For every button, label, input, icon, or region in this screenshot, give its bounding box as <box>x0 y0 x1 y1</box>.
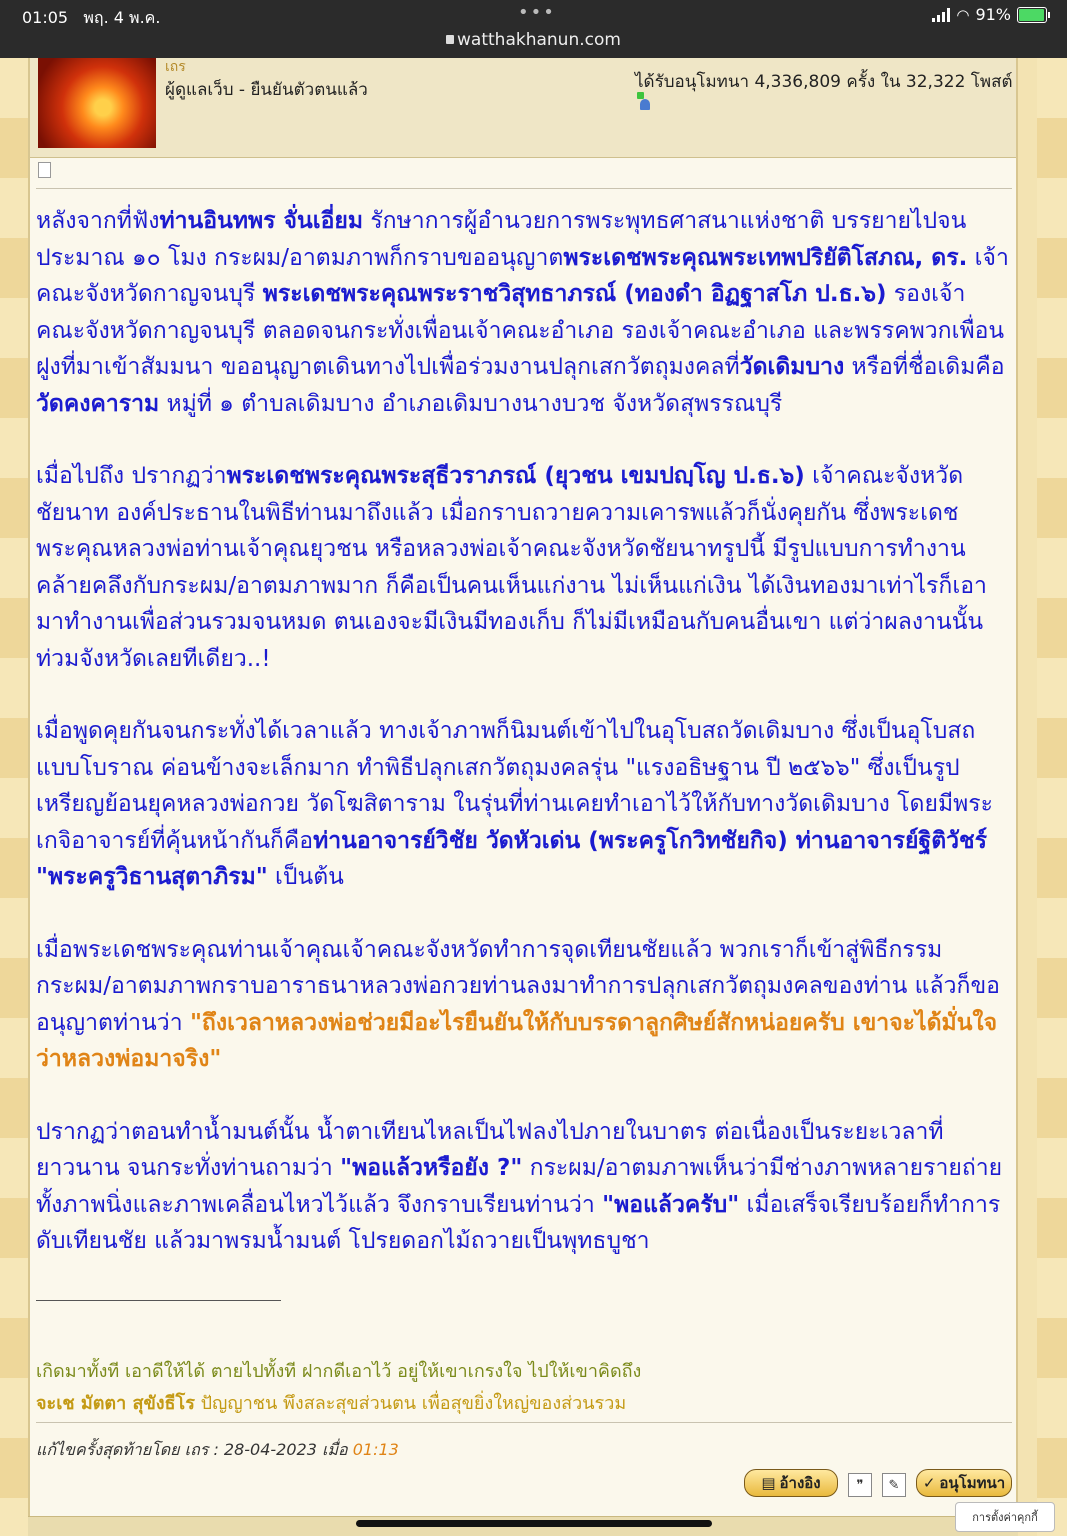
post-text: เมื่อพระเดชพระคุณท่านเจ้าคุณเจ้าคณะจังหวัดทำการจุดเทียนชัยแล้ว พวกเราก็เข้าสู่พิธีกรรม กระผม/อาตมภาพกราบอาราธนาหลวงพ่อกวยท่านลงมาทำการปลุกเสกวัตถุมงคลของท่าน แล้วก็ขออนุญาตท่านว่า <box>36 936 1000 1036</box>
post-text: กระผม/อาตมภาพเห็นว่ามีช่างภาพหลายรายถ่ายทั้งภาพนิ่งและภาพเคลื่อนไหวไว้แล้ว จึงกราบเรียนท่านว่า <box>36 1155 1003 1218</box>
post-text: เมื่อไปถึง ปรากฏว่า <box>36 463 227 489</box>
post-text: หรือที่ชื่อเดิมคือ <box>844 354 1005 380</box>
post-text: เมื่อเสร็จเรียบร้อยก็ทำการดับเทียนชัย แล้วมาพรมน้ำมนต์ โปรยดอกไม้ถวายเป็นพุทธบูชา <box>36 1191 1001 1254</box>
user-rank-badge: เถร <box>165 59 186 75</box>
signature-line-2: จะเช มัตตา สุขังธีโร ปัญญาชน พึงสละสุขส่วนตน เพื่อสุขยิ่งใหญ่ของส่วนรวม <box>36 1393 627 1414</box>
post-container <box>28 58 1018 1516</box>
battery-label: 91% <box>975 5 1011 24</box>
post-text-bold: "พอแล้วครับ" <box>602 1191 740 1218</box>
post-text-bold: พระเดชพระคุณพระราชวิสุทธาภรณ์ (ทองดำ อิฏฐาสโภ ป.ธ.๖) <box>262 281 887 307</box>
post-body <box>36 203 1012 1296</box>
post-text: เมื่อพูดคุยกันจนกระทั่งได้เวลาแล้ว ทางเจ้าภาพก็นิมนต์เข้าไปในอุโบสถวัดเดิมบาง ซึ่งเป็นอุโบสถแบบโบราณ ค่อนข้างจะเล็กมาก ทำพิธีปลุกเสกวัตถุมงคลรุ่น "แรงอธิษฐาน ปี ๒๕๖๖" ซึ่งเป็นรูปเหรียญย้อนยุคหลวงพ่อกวย วัดโฆสิตาราม ในรุ่นที่ท่านเคยทำเอาไว้ให้กับทางวัดเดิมบาง โดยมีพระเกจิอาจารย์ที่คุ้นหน้ากันก็คือ <box>36 718 993 854</box>
user-role: ผู้ดูแลเว็บ - ยืนยันตัวตนแล้ว <box>165 80 368 100</box>
post-paragraph <box>36 458 1012 677</box>
multi-quote-icon[interactable]: ❞ <box>848 1473 872 1497</box>
online-status-icon <box>637 92 651 110</box>
status-indicators <box>932 5 1047 24</box>
post-text: เจ้าคณะจังหวัดกาญจนบุรี <box>36 244 1009 307</box>
wifi-icon: ◠ <box>956 5 970 24</box>
post-text: ปรากฏว่าตอนทำน้ำมนต์นั้น น้ำตาเทียนไหลเป็นไฟลงไปภายในบาตร ต่อเนื่องเป็นระยะเวลาที่ยาวนาน จนกระทั่งท่านถามว่า <box>36 1118 944 1181</box>
quote-icon: ▤ <box>761 1474 776 1492</box>
signature-line-1: เกิดมาทั้งที เอาดีให้ได้ ตายไปทั้งที ฝากดีเอาไว้ อยู่ให้เขาเกรงใจ ไปให้เขาคิดถึง <box>36 1361 642 1382</box>
quote-button[interactable]: ▤ อ้างอิง <box>744 1469 838 1497</box>
post-text: หลังจากที่ฟัง <box>36 208 160 234</box>
lock-icon <box>446 35 454 44</box>
edit-divider <box>36 1422 1012 1423</box>
cookie-settings-button[interactable]: การตั้งค่าคุกกี้ <box>955 1502 1055 1532</box>
post-text-bold: "ถึงเวลาหลวงพ่อช่วยมีอะไรยืนยันให้กับบรรดาลูกศิษย์สักหน่อยครับ เขาจะได้มั่นใจว่าหลวงพ่อมาจริง" <box>36 1009 998 1072</box>
post-text-bold: "พอแล้วหรือยัง ?" <box>340 1155 523 1181</box>
post-text: รองเจ้าคณะจังหวัดกาญจนบุรี ตลอดจนกระทั่งเพื่อนเจ้าคณะอำเภอ รองเจ้าคณะอำเภอ และพรรคพวกเพื่อนฝูงที่มาเข้าสัมมนา ขออนุญาตเดินทางไปเพื่อร่วมงานปลุกเสกวัตถุมงคลที่ <box>36 281 1005 380</box>
battery-icon <box>1017 7 1047 23</box>
post-text-bold: พระเดชพระคุณพระสุธีวราภรณ์ (ยุวชน เขมปญฺโญ ป.ธ.๖) <box>226 463 805 489</box>
post-paragraph <box>36 932 1012 1078</box>
post-text: หมู่ที่ ๑ ตำบลเดิมบาง อำเภอเดิมบางนางบวช จังหวัดสุพรรณบุรี <box>159 390 783 417</box>
post-text: เป็นต้น <box>267 864 344 890</box>
post-text: เจ้าคณะจังหวัดชัยนาท องค์ประธานในพิธีท่านมาถึงแล้ว เมื่อกราบถวายความเคารพแล้วก็นั่งคุยกัน ซึ่งพระเดชพระคุณหลวงพ่อท่านเจ้าคุณยุวชน หรือหลวงพ่อเจ้าคณะจังหวัดชัยนาทรูปนี้ มีรูปแบบการทำงานคล้ายคลึงกับกระผม/อาตมภาพมาก ก็คือเป็นคนเห็นแก่งาน ไม่เห็นแก่เงิน ได้เงินทองมาเท่าไรก็เอามาทำงานเพื่อส่วนรวมจนหมด ตนเองจะมีเงินมีทองเก็บ ก็ไม่มีเหมือนกับคนอื่นเขา แต่ว่าผลงานนั้นท่วมจังหวัดเลยทีเดียว..! <box>36 463 987 672</box>
page-border-right <box>1037 58 1067 1536</box>
signature-separator <box>36 1300 281 1301</box>
last-edit-info: แก้ไขครั้งสุดท้ายโดย เถร : 28-04-2023 เมื่อ 01:13 <box>36 1440 399 1459</box>
post-text-bold: ท่านอาจารย์วิชัย วัดหัวเด่น (พระครูโกวิทชัยกิจ) ท่านอาจารย์ฐิติวัชร์ "พระครูวิธานสุตาภิรม" <box>36 827 988 890</box>
multitask-dots-icon[interactable]: ••• <box>518 2 556 23</box>
edit-post-icon[interactable]: ✎ <box>882 1473 906 1497</box>
thanks-button[interactable]: ✓ อนุโมทนา <box>916 1469 1012 1497</box>
post-text-bold: วัดเดิมบาง <box>739 354 845 380</box>
page-border-left <box>0 58 30 1536</box>
post-paragraph <box>36 713 1012 896</box>
post-text: รักษาการผู้อำนวยการพระพุทธศาสนาแห่งชาติ บรรยายไปจนประมาณ ๑๐ โมง กระผม/อาตมภาพก็กราบขออนุญาต <box>36 208 967 271</box>
post-text-bold: พระเดชพระคุณพระเทพปริยัติโสภณ, ดร. <box>563 244 968 271</box>
post-paragraph <box>36 203 1012 422</box>
post-divider <box>36 188 1012 189</box>
address-bar[interactable]: watthakhanun.com <box>0 30 1067 50</box>
signal-icon <box>932 8 950 22</box>
user-panel <box>30 58 1016 158</box>
post-paragraph <box>36 1114 1012 1260</box>
status-bar <box>0 0 1067 58</box>
post-text-bold: วัดคงคาราม <box>36 390 160 417</box>
post-text-bold: ท่านอินทพร จั่นเอี่ยม <box>159 208 364 234</box>
status-time: 01:05 พฤ. 4 พ.ค. <box>22 8 161 27</box>
avatar[interactable] <box>38 58 156 148</box>
post-icon <box>38 162 51 178</box>
home-indicator[interactable] <box>356 1520 712 1527</box>
user-thanks-stats: ได้รับอนุโมทนา 4,336,809 ครั้ง ใน 32,322 โพสต์ <box>635 72 1013 92</box>
thumb-icon: ✓ <box>922 1474 936 1492</box>
